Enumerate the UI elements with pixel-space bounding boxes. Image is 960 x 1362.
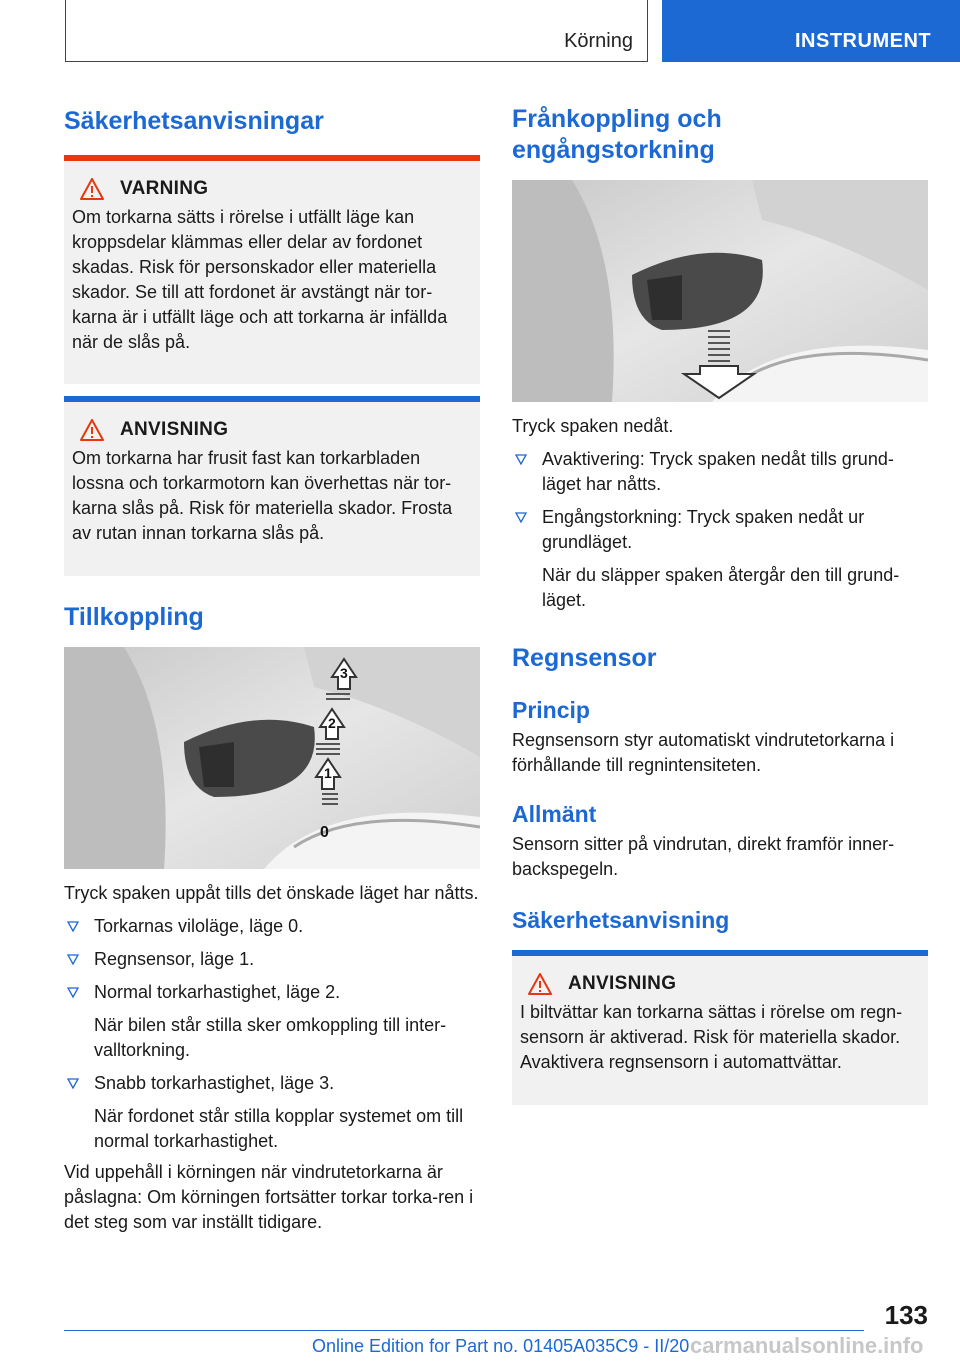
frankoppling-intro: Tryck spaken nedåt. [512,416,674,436]
header-chapter-tab [65,0,648,62]
list-item: Regnsensor, läge 1. [64,947,480,972]
heading-frankoppling: Frånkoppling och engångstorkning [512,105,722,164]
list-item-note: När fordonet står stilla kopplar systemet om till normal torkarhastighet. [94,1106,464,1151]
notice-label: ANVISNING [120,419,229,440]
list-item: Snabb torkarhastighet, läge 3. När fordonet står stilla kopplar systemet om till normal torkarhastighet. [64,1071,480,1154]
notice-triangle-icon [80,419,104,441]
right-column [512,100,928,1105]
notice-text: Om torkarna har frusit fast kan torkarbladen lossna och torkarmotorn kan överhettas när tor-karna slås på. Risk för materiella skador. Frosta av rutan innan torkarna slås på. [72,448,453,543]
figure-label-1: 1 [324,765,332,781]
list-item: Torkarnas viloläge, läge 0. [64,914,480,939]
list-item-note: När bilen står stilla sker omkoppling till inter-valltorkning. [94,1015,447,1060]
notice-triangle-icon [528,973,552,995]
triangle-bullet-icon [66,914,80,939]
warning-text: Om torkarna sätts i rörelse i utfällt läge kan kroppsdelar klämmas eller delar av fordonet skadas. Risk för personskador eller materiella skador. Se till att fordonet är avstängt när tor-karna är i utfällt läge och att torkarna är infällda när de slås på. [72,207,448,352]
allmant-text: Sensorn sitter på vindrutan, direkt framför inner-backspegeln. [512,834,895,879]
notice-label: ANVISNING [568,973,677,994]
warning-label: VARNING [120,178,209,199]
page-number: 133 [884,1300,928,1330]
chapter-label: Körning [564,30,633,52]
list-item: Avaktivering: Tryck spaken nedåt tills grund-läget har nåtts. [512,447,928,497]
tillkoppling-intro: Tryck spaken uppåt tills det önskade läget har nåtts. [64,883,479,903]
notice-text: I biltvättar kan torkarna sättas i rörelse om regn-sensorn är aktiverad. Risk för materiella skador. Avaktivera regnsensorn i automattvättar. [520,1002,903,1072]
figure-wiper-lever-down [512,180,928,402]
heading-princip: Princip [512,697,590,723]
heading-regnsensor: Regnsensor [512,644,657,672]
warning-triangle-icon [80,178,104,200]
princip-text: Regnsensorn styr automatiskt vindrutetorkarna i förhållande till regnintensiteten. [512,730,895,775]
section-label: INSTRUMENT [795,30,932,52]
tillkoppling-list [64,914,480,1154]
footer-divider [64,1330,864,1331]
warning-box [64,155,480,384]
notice-box [512,950,928,1105]
left-column [64,100,480,1235]
figure-wiper-lever-up [64,647,480,869]
tillkoppling-closing: Vid uppehåll i körningen när vindrutetorkarna är påslagna: Om körningen fortsätter torkar torka-ren i det steg som var inställt tidigare. [64,1162,474,1232]
triangle-bullet-icon [514,447,528,472]
triangle-bullet-icon [66,980,80,1005]
heading-safety-instruction: Säkerhetsanvisning [512,907,730,933]
list-item: Engångstorkning: Tryck spaken nedåt ur grundläget. När du släpper spaken återgår den till grund-läget. [512,505,928,613]
heading-safety-instructions: Säkerhetsanvisningar [64,107,324,135]
triangle-bullet-icon [66,947,80,972]
heading-tillkoppling: Tillkoppling [64,603,204,631]
heading-allmant: Allmänt [512,801,597,827]
list-item-note: När du släpper spaken återgår den till grund-läget. [542,565,900,610]
watermark: carmanualsonline.info [690,1333,924,1358]
figure-label-3: 3 [340,665,348,681]
figure-label-0: 0 [320,824,329,841]
notice-box [64,396,480,576]
list-item: Normal torkarhastighet, läge 2. När bilen står stilla sker omkoppling till inter-valltorkning. [64,980,480,1063]
figure-label-2: 2 [328,715,336,731]
triangle-bullet-icon [514,505,528,530]
header-section-tab [662,0,960,62]
footer-edition: Online Edition for Part no. 01405A035C9 - II/20 [312,1336,690,1356]
frankoppling-list [512,447,928,613]
triangle-bullet-icon [66,1071,80,1096]
